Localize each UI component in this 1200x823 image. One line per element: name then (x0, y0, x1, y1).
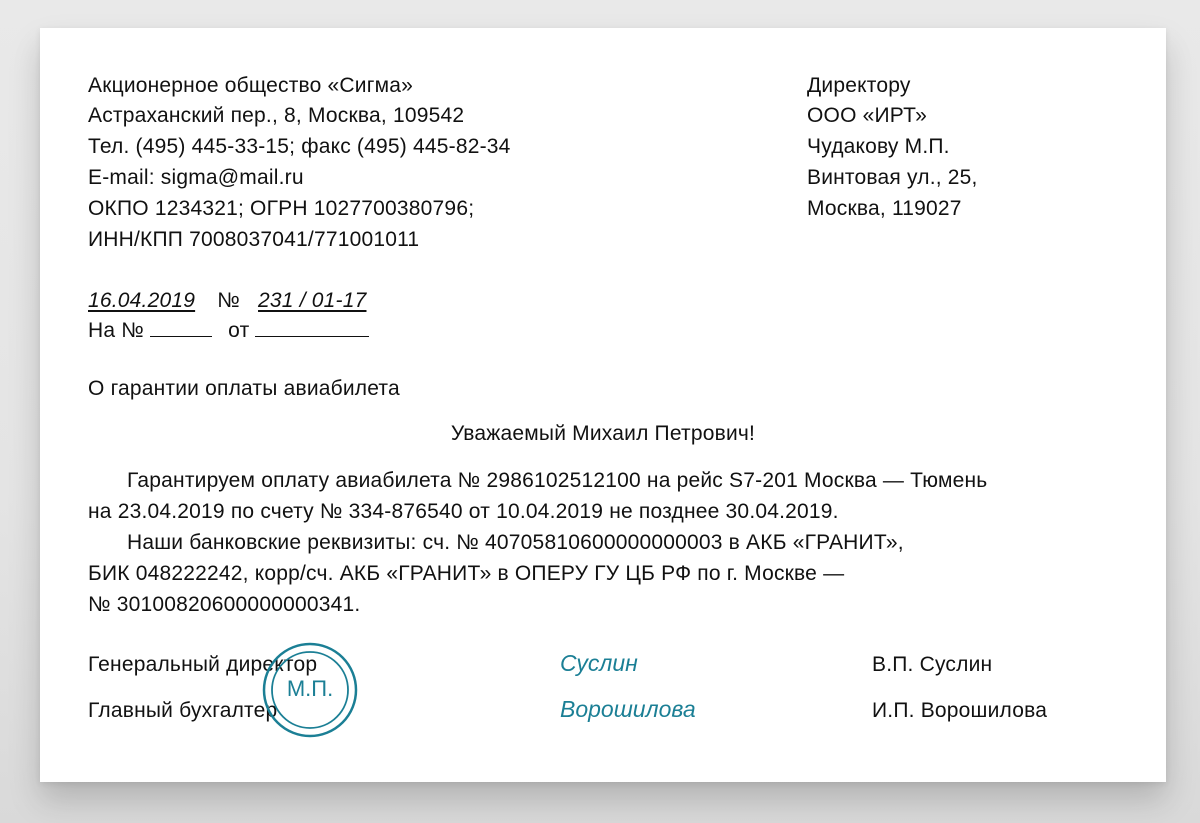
director-name: В.П. Суслин (872, 653, 993, 676)
sender-company: Акционерное общество «Сигма» (88, 74, 413, 97)
body-paragraph-2-line-1: Наши банковские реквизиты: сч. № 40705810600000000003 в АКБ «ГРАНИТ», (127, 531, 904, 554)
stamp-text: М.П. (286, 676, 334, 701)
director-title: Генеральный директор (88, 653, 318, 676)
sender-phone-fax: Тел. (495) 445-33-15; факс (495) 445-82-34 (88, 135, 511, 158)
registration-date: 16.04.2019 (88, 289, 196, 312)
sender-email: E-mail: sigma@mail.ru (88, 166, 304, 189)
sender-address: Астраханский пер., 8, Москва, 109542 (88, 104, 465, 127)
recipient-position: Директору (807, 74, 911, 97)
body-paragraph-1-line-1: Гарантируем оплату авиабилета № 2986102512100 на рейс S7-201 Москва — Тюмень (127, 469, 988, 492)
recipient-organization: ООО «ИРТ» (807, 104, 928, 127)
letter-subject: О гарантии оплаты авиабилета (88, 377, 400, 400)
accountant-name: И.П. Ворошилова (872, 699, 1048, 722)
body-paragraph-1-line-2: на 23.04.2019 по счету № 334-876540 от 10.04.2019 не позднее 30.04.2019. (88, 500, 839, 523)
sender-okpo-ogrn: ОКПО 1234321; ОГРН 1027700380796; (88, 197, 475, 220)
reply-date-blank (255, 316, 369, 337)
recipient-name: Чудакову М.П. (807, 135, 950, 158)
registration-number: 231 / 01-17 (258, 289, 367, 312)
reply-reference-line (88, 316, 369, 346)
reply-number-blank (150, 316, 212, 337)
director-handwritten-signature: Суслин (560, 650, 638, 676)
registration-number-sign: № (217, 289, 240, 312)
body-paragraph-2-line-2: БИК 048222242, корр/сч. АКБ «ГРАНИТ» в ОПЕРУ ГУ ЦБ РФ по г. Москве — (88, 562, 845, 585)
salutation: Уважаемый Михаил Петрович! (450, 422, 756, 445)
accountant-handwritten-signature: Ворошилова (560, 696, 696, 722)
registration-line (88, 286, 366, 316)
reply-prefix: На № (88, 319, 145, 342)
letter-sheet (40, 28, 1166, 782)
company-stamp (262, 642, 358, 738)
reply-from-label: от (228, 319, 250, 342)
sender-inn-kpp: ИНН/КПП 7008037041/771001011 (88, 228, 420, 251)
recipient-street: Винтовая ул., 25, (807, 166, 978, 189)
accountant-title: Главный бухгалтер (88, 699, 278, 722)
recipient-city: Москва, 119027 (807, 197, 962, 220)
body-paragraph-2-line-3: № 30100820600000000341. (88, 593, 361, 616)
